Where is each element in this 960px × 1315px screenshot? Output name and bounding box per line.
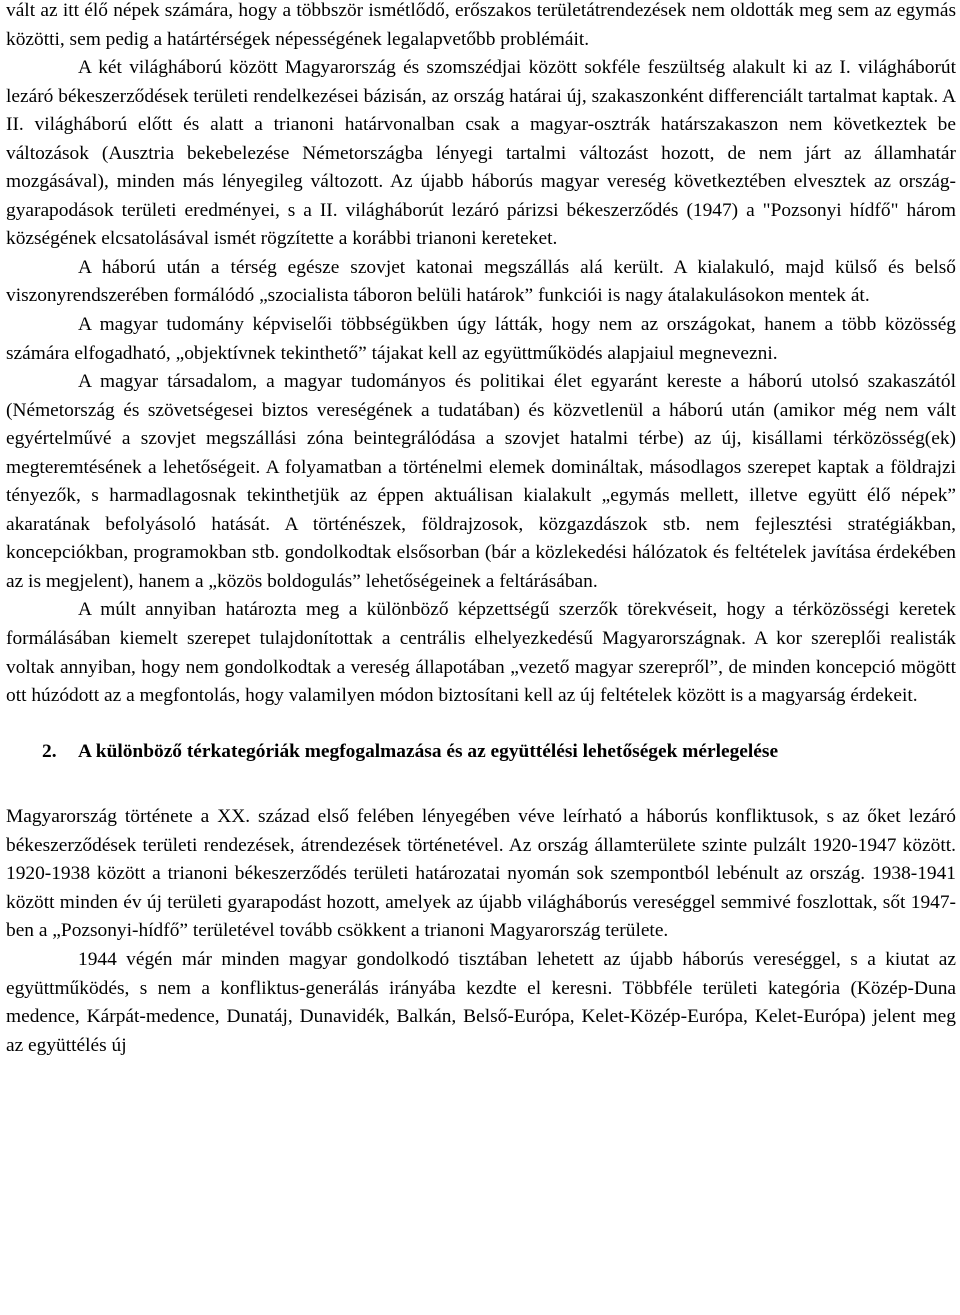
paragraph: Magyarország története a XX. század első felében lényegében véve leírható a háborús konfliktusok, s az őket lezáró békeszerződések területi rendezések, átrendezések történetével. Az ország államterülete szinte pulzált 1920-1947 között. 1920-1938 között a trianoni békeszerződés területi határozatai nyomán sok szempontból lebénult az ország. 1938-1941 között minden év új területi gyarapodást hozott, amelyek az újabb világháborús vereséggel semmivé foszlottak, sőt 1947-ben a „Pozsonyi-hídfő” területével tovább csökkent a trianoni Magyarország területe. [6, 806, 956, 942]
paragraph: A magyar tudomány képviselői többségükben úgy látták, hogy nem az országokat, hanem a több közösség számára elfogadható, „objektívnek tekinthető” tájakat kell az együttműködés alapjaiul megnevezni. [6, 314, 956, 364]
paragraphs-before [6, 0, 956, 711]
paragraph: vált az itt élő népek számára, hogy a többször ismétlődő, erőszakos területátrendezések nem oldották meg sem az egymás közötti, sem pedig a határtérségek népességének legalapvetőbb problémáit. [6, 0, 956, 50]
paragraph: A háború után a térség egésze szovjet katonai megszállás alá került. A kialakuló, majd külső és belső viszonyrendszerében formálódó „szocialista táboron belüli határok” funkciói is nagy átalakulásokon mentek át. [6, 256, 956, 307]
paragraph: A múlt annyiban határozta meg a különböző képzettségű szerzők törekvéseit, hogy a térközösségi keretek formálásában kiemelt szerepet tulajdonítottak a centrális elhelyezkedésű Magyarországnak. A kor szereplői realisták voltak annyiban, hogy nem gondolkodtak a vereség állapotában „vezető magyar szerepről”, de minden koncepció mögött ott húzódott az a megfontolás, hogy valamilyen módon biztosítani kell az új feltételek között is a magyarság érdekeit. [6, 599, 956, 707]
paragraph: A magyar társadalom, a magyar tudományos és politikai élet egyaránt kereste a háború utolsó szakaszától (Németország és szövetségesei biztos vereségének a tudatában) és közvetlenül a háború után (amikor még nem vált egyértelművé a szovjet megszállási zóna beintegrálódása a szovjet hatalmi térbe) az új, kisállami térközösség(ek) megteremtésének a lehetőségeit. A folyamatban a történelmi elemek domináltak, másodlagos szerepet kaptak a földrajzi tényezők, s harmadlagosnak tekinthetjük az éppen aktuálisan kialakult „egymás mellett, illetve együtt élő népek” akaratának befolyásoló hatását. A történészek, földrajzosok, közgazdászok stb. nem fejlesztési stratégiákban, koncepciókban, programokban stb. gondolkodtak elsősorban (bár a közlekedési hálózatok és feltételek javítása érdekében az is megjelent), hanem a „közös boldogulás” lehetőségeinek a feltárásában. [6, 371, 956, 592]
section-number: 2. [42, 740, 57, 762]
document-page [6, 0, 956, 1060]
paragraph: A két világháború között Magyarország és szomszédjai között sokféle feszültség alakult ki az I. világháborút lezáró békeszerződések területi rendelkezései bázisán, az ország határai új, szakaszonként differenciált tartalmat kaptak. A II. világháború előtt és alatt a trianoni határvonalban csak a magyar-osztrák határszakaszon nem következtek be változások (Ausztria bekebelezése Németországba lényegi tartalmi változást hozott, de nem járt az államhatár mozgásával), minden más lényegileg változott. Az újabb háborús magyar vereség következtében elvesztek az ország-gyarapodások területi eredményei, s a II. világháborút lezáró párizsi békeszerződés (1947) a "Pozsonyi hídfő" három községének elcsatolásával ismét rögzítette a korábbi trianoni kereteket. [6, 57, 956, 250]
section-title: A különböző térkategóriák megfogalmazása és az együttélési lehetőségek mérlegelése [78, 740, 779, 762]
paragraphs-after [6, 803, 956, 1060]
paragraph: 1944 végén már minden magyar gondolkodó tisztában lehetett az újabb háborús vereséggel, s a kiutat az együttműködés, s nem a konfliktus-generálás irányába kezdte el keresni. Többféle területi kategória (Közép-Duna medence, Kárpát-medence, Dunatáj, Dunavidék, Balkán, Belső-Európa, Kelet-Közép-Európa, Kelet-Európa) jelent meg az együttélés új [6, 948, 956, 1056]
section-heading [6, 738, 956, 767]
